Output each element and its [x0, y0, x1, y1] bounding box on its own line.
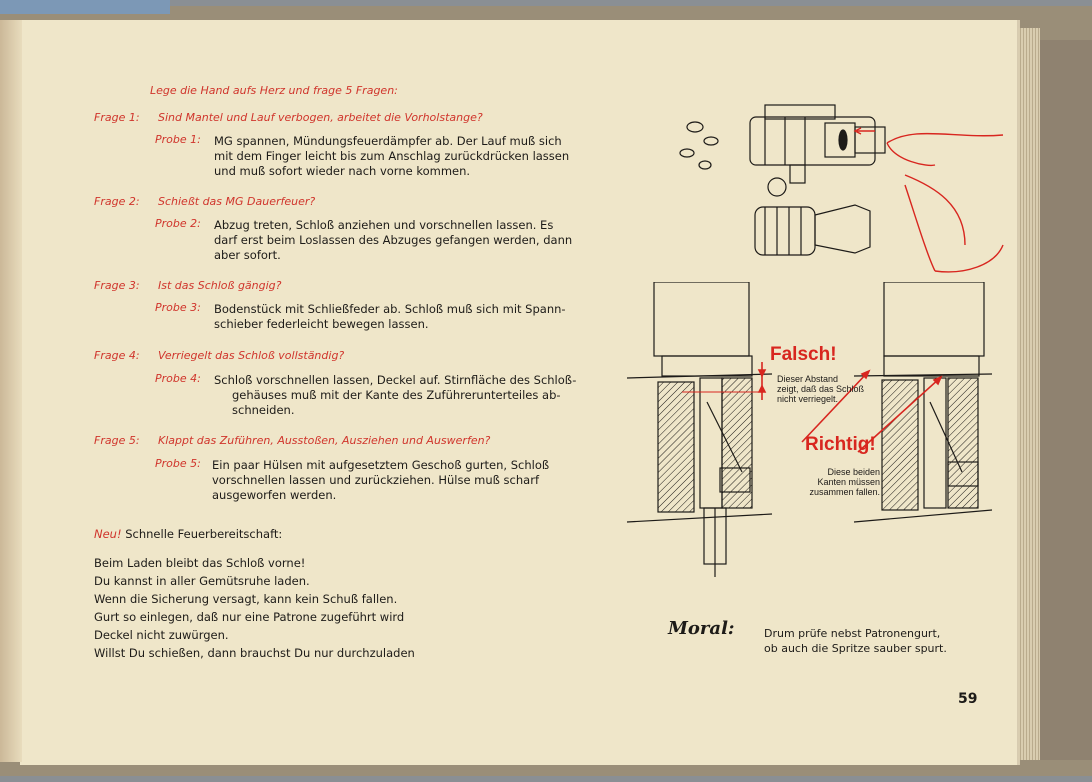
- new-section-heading: [94, 527, 282, 541]
- question-text: Schießt das MG Dauerfeuer?: [158, 195, 316, 208]
- falsch-label: Falsch!: [770, 344, 837, 365]
- question-text: Verriegelt das Schloß vollständig?: [158, 349, 345, 362]
- probe-text: [212, 458, 549, 503]
- probe-line: MG spannen, Mündungsfeuerdämpfer ab. Der Lauf muß sich: [214, 134, 562, 148]
- probe-line: und muß sofort wieder nach vorne kommen.: [214, 164, 471, 178]
- probe-text: [214, 302, 566, 332]
- question-text: Klappt das Zuführen, Ausstoßen, Ausziehen und Auswerfen?: [158, 434, 491, 447]
- moral-line: ob auch die Spritze sauber spurt.: [764, 642, 947, 655]
- probe-line: aber sofort.: [214, 248, 281, 262]
- rules-list: [94, 554, 415, 662]
- falsch-note: [777, 374, 864, 404]
- probe-line: schneiden.: [232, 403, 295, 417]
- back-cover: [1040, 40, 1092, 760]
- question-text: Sind Mantel und Lauf verbogen, arbeitet die Vorholstange?: [158, 111, 483, 124]
- spine-shadow: [0, 20, 22, 762]
- probe-line: vorschnellen lassen und zurückziehen. Hülse muß scharf: [212, 473, 539, 487]
- richtig-note-line: zusammen fallen.: [809, 487, 880, 497]
- new-tag: Neu!: [94, 527, 122, 541]
- probe-line: Schloß vorschnellen lassen, Deckel auf. Stirnfläche des Schloß-: [214, 373, 577, 387]
- question-label: Frage 4:: [94, 349, 140, 362]
- richtig-note: [796, 467, 880, 497]
- rule-line: Beim Laden bleibt das Schloß vorne!: [94, 556, 306, 570]
- page-header: Lege die Hand aufs Herz und frage 5 Fragen:: [150, 84, 398, 97]
- falsch-note-line: zeigt, daß das Schloß: [777, 384, 865, 394]
- rule-line: Gurt so einlegen, daß nur eine Patrone zugeführt wird: [94, 610, 405, 624]
- rule-line: Wenn die Sicherung versagt, kann kein Schuß fallen.: [94, 592, 398, 606]
- probe-line: Bodenstück mit Schließfeder ab. Schloß muß sich mit Spann-: [214, 302, 566, 316]
- richtig-label: Richtig!: [805, 434, 876, 455]
- probe-line: ausgeworfen werden.: [212, 488, 337, 502]
- bolt-locking-illustration: [622, 282, 1012, 582]
- page-edges: [1018, 28, 1040, 760]
- probe-text: [214, 134, 569, 179]
- probe-label: Probe 1:: [155, 133, 201, 146]
- probe-line: darf erst beim Loslassen des Abzuges gefangen werden, dann: [214, 233, 573, 247]
- probe-label: Probe 4:: [155, 372, 201, 385]
- muzzle-illustration: [665, 95, 1010, 285]
- moral-label: Moral:: [668, 618, 735, 639]
- question-label: Frage 3:: [94, 279, 140, 292]
- probe-text: [214, 218, 572, 263]
- rule-line: Willst Du schießen, dann brauchst Du nur durchzuladen: [94, 646, 415, 660]
- richtig-note-line: Diese beiden: [827, 467, 880, 477]
- moral-line: Drum prüfe nebst Patronengurt,: [764, 627, 941, 640]
- rule-line: Deckel nicht zuwürgen.: [94, 628, 229, 642]
- falsch-note-line: nicht verriegelt.: [777, 394, 839, 404]
- probe-label: Probe 5:: [155, 457, 201, 470]
- probe-line: schieber federleicht bewegen lassen.: [214, 317, 429, 331]
- page-number: 59: [958, 691, 978, 707]
- probe-line: gehäuses muß mit der Kante des Zuführerunterteiles ab-: [232, 388, 561, 402]
- question-text: Ist das Schloß gängig?: [158, 279, 282, 292]
- moral-text: [764, 626, 947, 656]
- probe-line: Ein paar Hülsen mit aufgesetztem Geschoß gurten, Schloß: [212, 458, 550, 472]
- probe-line: Abzug treten, Schloß anziehen und vorschnellen lassen. Es: [214, 218, 554, 232]
- falsch-note-line: Dieser Abstand: [777, 374, 839, 384]
- richtig-note-line: Kanten müssen: [817, 477, 880, 487]
- cover-strip: [0, 0, 170, 14]
- probe-line: mit dem Finger leicht bis zum Anschlag zurückdrücken lassen: [214, 149, 570, 163]
- question-label: Frage 1:: [94, 111, 140, 124]
- probe-label: Probe 3:: [155, 301, 201, 314]
- probe-label: Probe 2:: [155, 217, 201, 230]
- question-label: Frage 2:: [94, 195, 140, 208]
- rule-line: Du kannst in aller Gemütsruhe laden.: [94, 574, 310, 588]
- probe-text: [214, 373, 576, 418]
- question-label: Frage 5:: [94, 434, 140, 447]
- new-title: Schnelle Feuerbereitschaft:: [125, 527, 283, 541]
